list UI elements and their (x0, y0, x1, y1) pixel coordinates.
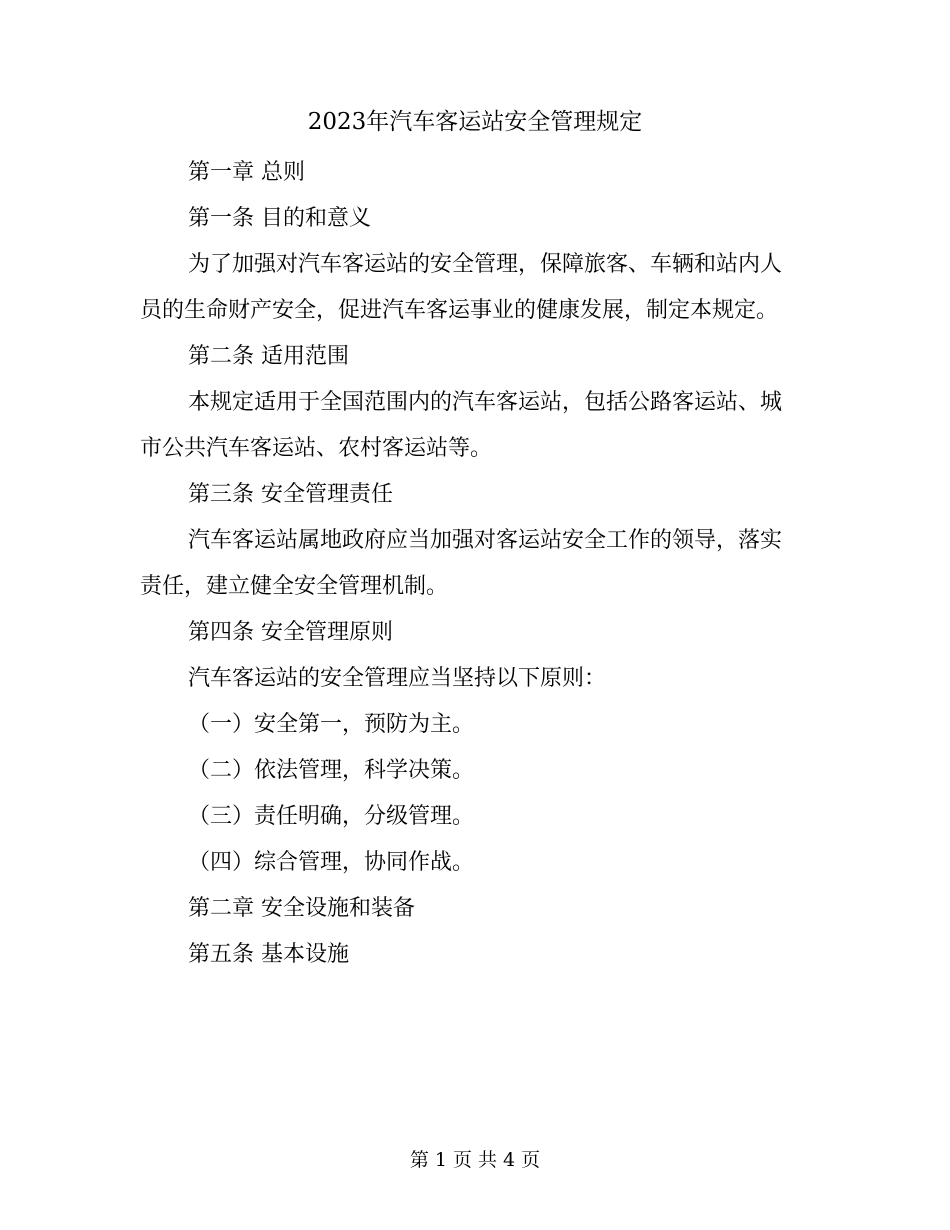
article-heading: 第一条 目的和意义 (188, 206, 371, 231)
article-heading: 第二条 适用范围 (188, 344, 349, 369)
page-number-footer: 第 1 页 共 4 页 (409, 1149, 541, 1171)
document-title: 2023年汽车客运站安全管理规定 (307, 109, 643, 135)
body-paragraph: 汽车客运站的安全管理应当坚持以下原则： (188, 666, 607, 691)
list-item: （一）安全第一，预防为主。 (188, 712, 475, 737)
chapter-heading: 第一章 总则 (188, 160, 305, 185)
article-heading: 第三条 安全管理责任 (188, 482, 393, 507)
document-body (140, 150, 800, 978)
list-item: （二）依法管理，科学决策。 (188, 758, 475, 783)
article-heading: 第四条 安全管理原则 (188, 620, 393, 645)
body-paragraph: 本规定适用于全国范围内的汽车客运站，包括公路客运站、城市公共汽车客运站、农村客运站等。 (140, 390, 783, 461)
body-paragraph: 汽车客运站属地政府应当加强对客运站安全工作的领导，落实责任，建立健全安全管理机制。 (140, 528, 783, 599)
list-item: （三）责任明确，分级管理。 (188, 804, 475, 829)
chapter-heading: 第二章 安全设施和装备 (188, 896, 415, 921)
list-item: （四）综合管理，协同作战。 (188, 850, 475, 875)
body-paragraph: 为了加强对汽车客运站的安全管理，保障旅客、车辆和站内人员的生命财产安全，促进汽车客运事业的健康发展，制定本规定。 (140, 252, 783, 323)
article-heading: 第五条 基本设施 (188, 942, 349, 967)
